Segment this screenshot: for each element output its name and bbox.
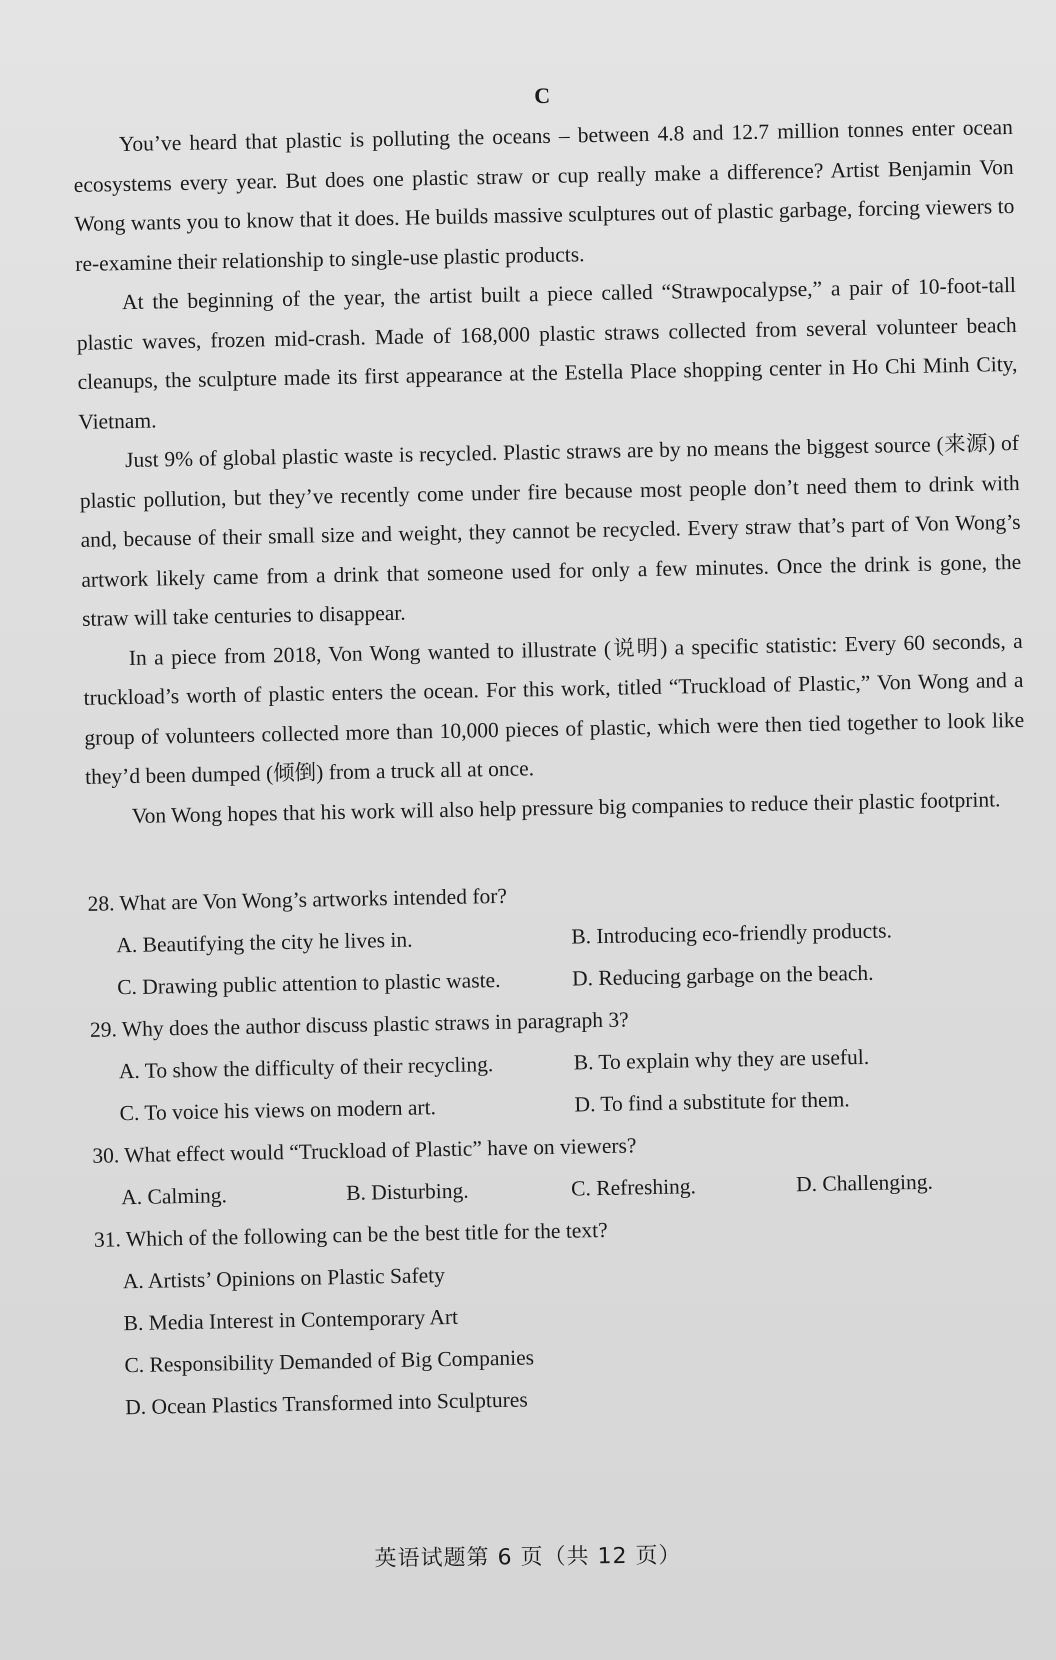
option-b: B. Media Interest in Contemporary Art xyxy=(123,1304,459,1336)
option-c: C. To voice his views on modern art. xyxy=(119,1095,437,1126)
section-label: C xyxy=(533,82,551,109)
passage-paragraph: You’ve heard that plastic is polluting the oceans – between 4.8 and 12.7 million tonnes enter ocean ecosystems every year. But does one plastic straw or cup really make a difference? Artist Benjamin Von Wong wants you to know that it does. He builds massive sculptures out of plastic garbage, forcing viewers to re-examine their relationship to single-use plastic products. xyxy=(73,114,1015,276)
option-d: D. To find a substitute for them. xyxy=(574,1087,850,1117)
question-stem: 30. What effect would “Truckload of Plastic” have on viewers? xyxy=(92,1133,637,1168)
option-c: C. Refreshing. xyxy=(570,1174,697,1201)
option-b: B. Disturbing. xyxy=(345,1178,469,1205)
option-d: D. Ocean Plastics Transformed into Sculptures xyxy=(125,1387,528,1420)
reading-passage xyxy=(73,108,1026,837)
passage-paragraph: Von Wong hopes that his work will also help pressure big companies to reduce their plastic footprint. xyxy=(131,786,1001,828)
option-d: D. Challenging. xyxy=(795,1169,934,1197)
option-b: B. Introducing eco-friendly products. xyxy=(571,918,893,949)
question-28 xyxy=(87,865,1029,1009)
question-31 xyxy=(94,1201,1038,1429)
question-29 xyxy=(90,991,1032,1135)
passage-paragraph: In a piece from 2018, Von Wong wanted to illustrate (说明) a specific statistic: Every 60 seconds, a truckload’s worth of plastic enters the ocean. For this work, titled “Truckload of Plastic,” Von Wong and a group of volunteers collected more than 10,000 pieces of plastic, which were then tied together to look like they’d been dumped (倾倒) from a truck all at once. xyxy=(83,628,1025,789)
question-stem: 31. Which of the following can be the best title for the text? xyxy=(93,1217,608,1252)
question-stem: 29. Why does the author discuss plastic straws in paragraph 3? xyxy=(89,1007,629,1042)
exam-content xyxy=(72,74,1037,1429)
option-group xyxy=(94,1243,1037,1429)
option-a: A. Calming. xyxy=(120,1183,228,1210)
question-stem: 28. What are Von Wong’s artworks intended for? xyxy=(87,883,508,916)
question-list xyxy=(87,865,1037,1429)
option-a: A. Beautifying the city he lives in. xyxy=(116,927,413,958)
option-c: C. Responsibility Demanded of Big Companies xyxy=(124,1345,535,1378)
passage-paragraph: Just 9% of global plastic waste is recycled. Plastic straws are by no means the biggest source (来源) of plastic pollution, but they’ve recently come under fire because most people don’t need them to drink with and, because of their small size and weight, they cannot be recycled. Every straw that’s part of Von Wong’s artwork likely came from a drink that someone used for only a few minutes. Once the drink is gone, the straw will take centuries to disappear. xyxy=(79,430,1022,631)
option-d: D. Reducing garbage on the beach. xyxy=(571,960,874,991)
option-a: A. To show the difficulty of their recycling. xyxy=(118,1052,494,1084)
passage-paragraph: At the beginning of the year, the artist built a piece called “Strawpocalypse,” a pair of 10-foot-tall plastic waves, frozen mid-crash. Made of 168,000 plastic straws collected from several volunteer beach cleanups, the sculpture made its first appearance at the Estella Place shopping center in Ho Chi Minh City, Vietnam. xyxy=(76,272,1018,434)
option-c: C. Drawing public attention to plastic waste. xyxy=(116,967,501,1000)
option-a: A. Artists’ Opinions on Plastic Safety xyxy=(122,1263,446,1294)
page-footer: 英语试题第 6 页（共 12 页） xyxy=(374,1543,682,1572)
option-b: B. To explain why they are useful. xyxy=(573,1044,870,1075)
